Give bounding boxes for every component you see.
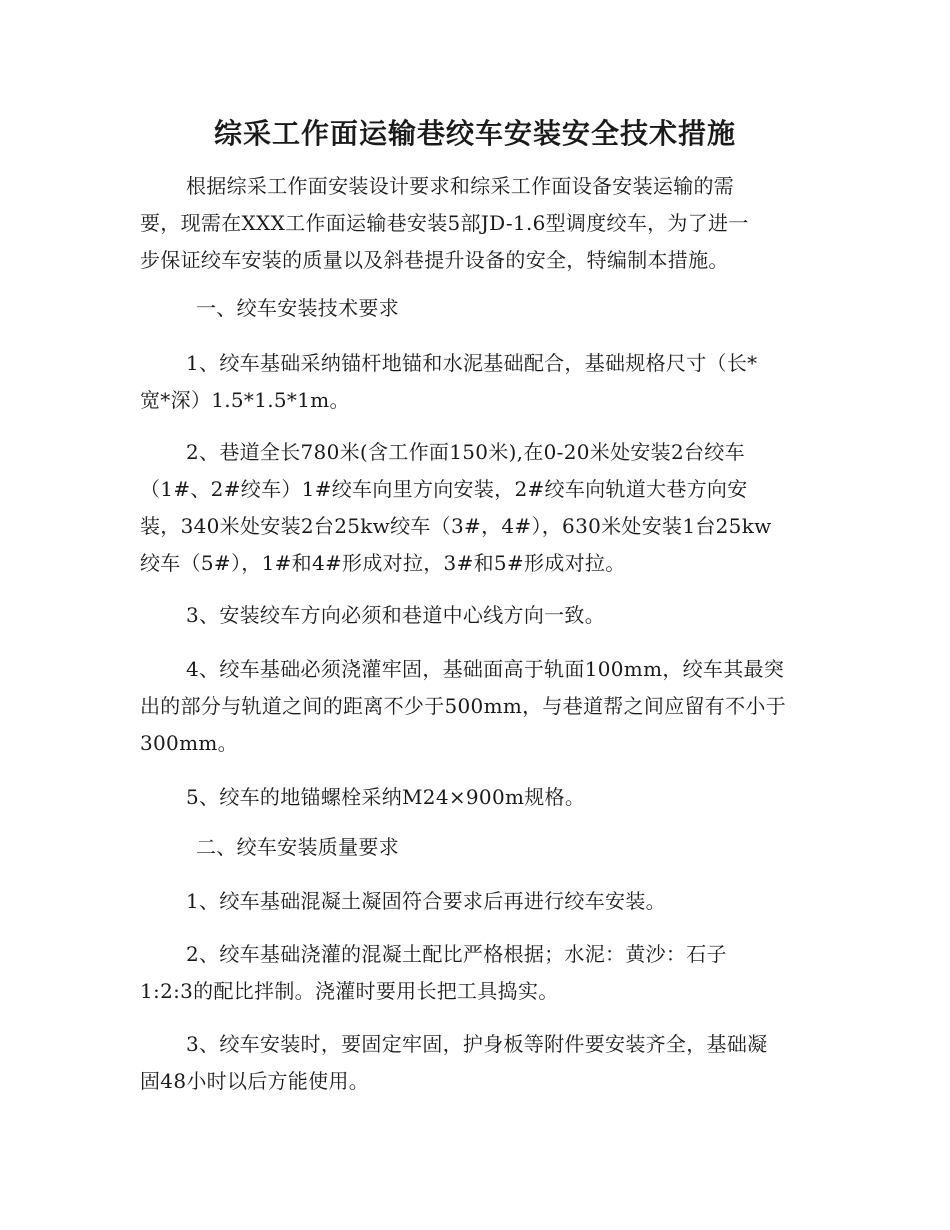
text-line: （1#、2#绞车）1#绞车向里方向安装，2#绞车向轨道大巷方向安 <box>140 477 748 501</box>
text-line: 3、绞车安装时，要固定牢固，护身板等附件要安装齐全，基础凝 <box>186 1032 768 1056</box>
text-line: 1、绞车基础采纳锚杆地锚和水泥基础配合，基础规格尺寸（长* <box>186 351 758 375</box>
document-title: 综采工作面运输巷绞车安装安全技术措施 <box>213 117 736 150</box>
text-line: 1:2:3的配比拌制。浇灌时要用长把工具捣实。 <box>140 979 559 1003</box>
section-heading: 二、绞车安装质量要求 <box>196 835 399 859</box>
text-line: 3、安装绞车方向必须和巷道中心线方向一致。 <box>186 603 606 627</box>
text-line: 出的部分与轨道之间的距离不少于500mm，与巷道帮之间应留有不小于 <box>140 694 787 718</box>
text-line: 宽*深）1.5*1.5*1m。 <box>140 388 350 412</box>
section-heading-1 <box>140 290 812 327</box>
section-heading: 一、绞车安装技术要求 <box>196 296 399 320</box>
section1-item-3 <box>140 597 812 634</box>
text-line: 要，现需在XXX工作面运输巷安装5部JD-1.6型调度绞车，为了进一 <box>140 211 749 235</box>
text-line: 绞车（5#），1#和4#形成对拉，3#和5#形成对拉。 <box>140 551 626 575</box>
text-line: 300mm。 <box>140 731 238 755</box>
section2-item-3 <box>140 1026 812 1100</box>
text-line: 步保证绞车安装的质量以及斜巷提升设备的安全，特编制本措施。 <box>140 248 729 272</box>
text-line: 装，340米处安装2台25kw绞车（3#，4#），630米处安装1台25kw <box>140 514 772 538</box>
section1-item-2 <box>140 434 812 582</box>
section1-item-1 <box>140 345 812 419</box>
section-heading-2 <box>140 829 812 866</box>
intro-paragraph <box>140 168 812 279</box>
text-line: 1、绞车基础混凝土凝固符合要求后再进行绞车安装。 <box>186 889 666 913</box>
text-line: 4、绞车基础必须浇灌牢固，基础面高于轨面100mm，绞车其最突 <box>186 657 785 681</box>
text-line: 2、巷道全长780米(含工作面150米),在0-20米处安装2台绞车 <box>186 440 745 464</box>
section1-item-4 <box>140 651 812 762</box>
text-line: 固48小时以后方能使用。 <box>140 1069 370 1093</box>
text-line: 根据综采工作面安装设计要求和综采工作面设备安装运输的需 <box>186 174 735 198</box>
section2-item-1 <box>140 883 812 920</box>
section1-item-5 <box>140 779 812 816</box>
text-line: 2、绞车基础浇灌的混凝土配比严格根据；水泥：黄沙：石子 <box>186 942 727 966</box>
section2-item-2 <box>140 936 812 1010</box>
text-line: 5、绞车的地锚螺栓采纳M24×900m规格。 <box>186 785 586 809</box>
